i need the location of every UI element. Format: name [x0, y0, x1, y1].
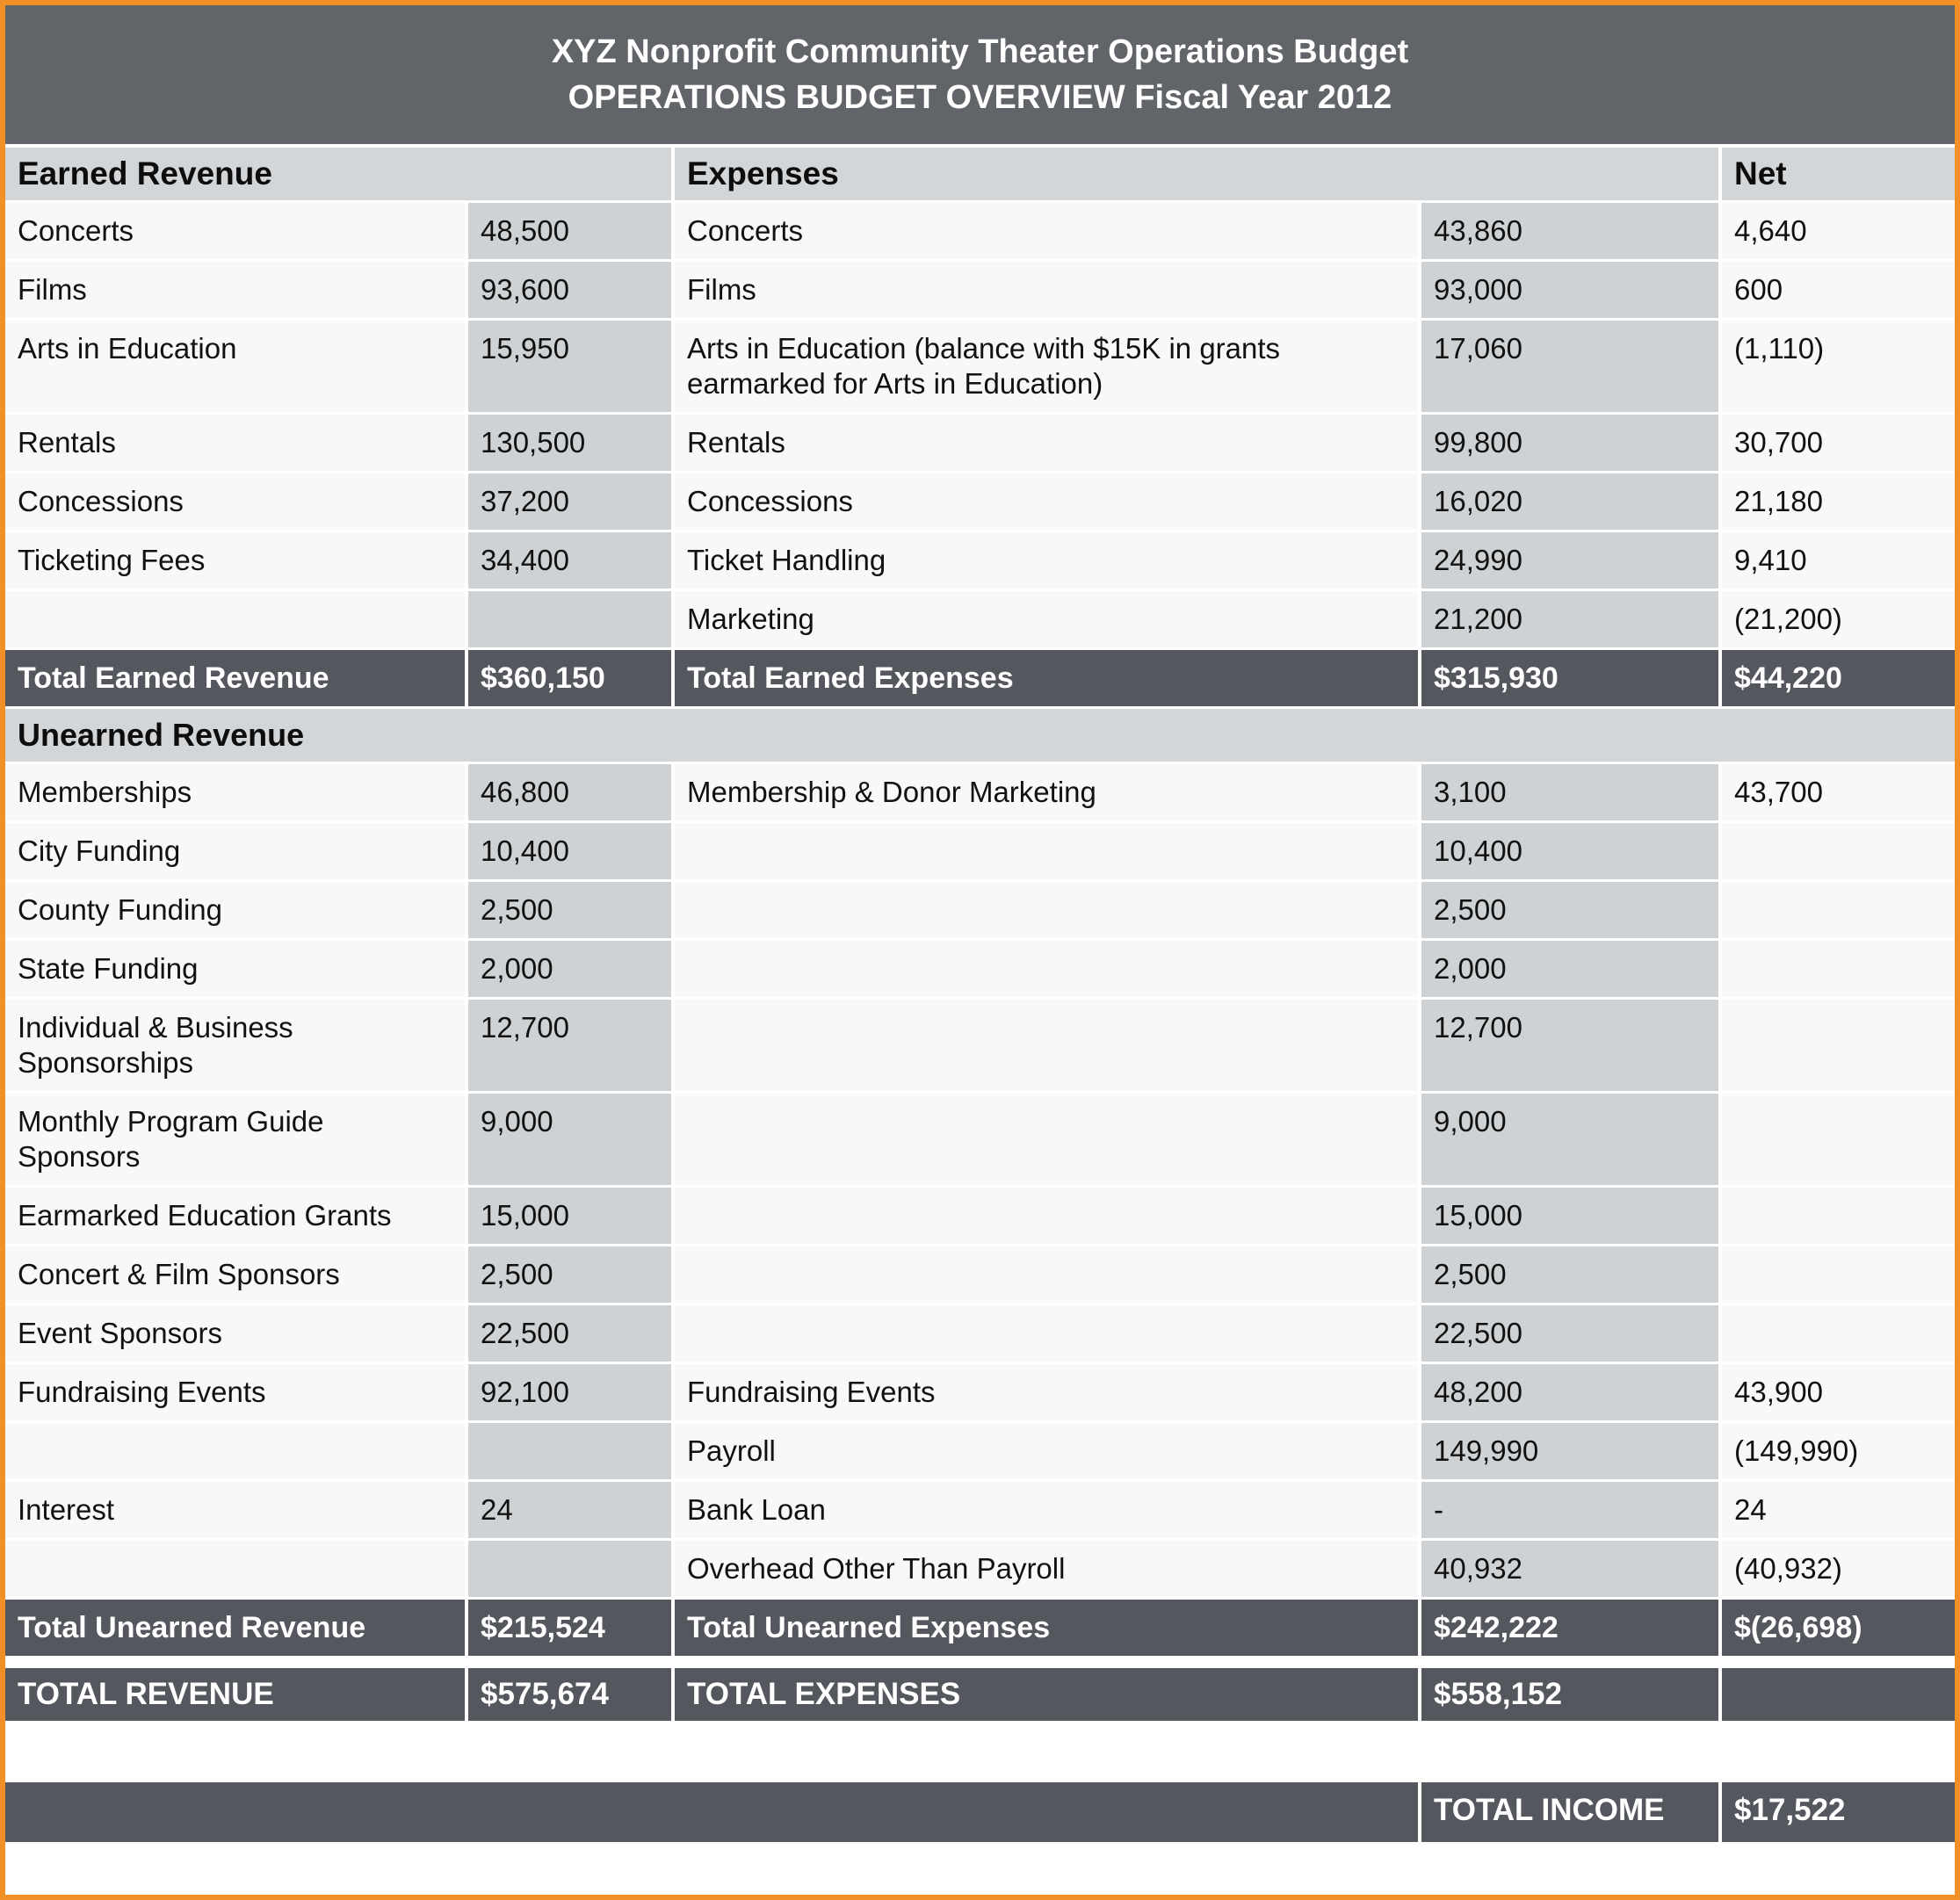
expense-value-cell: 2,000: [1421, 941, 1718, 997]
total-income-value-cell: $17,522: [1722, 1782, 1955, 1842]
net-value-cell: (21,200): [1722, 591, 1955, 647]
expense-value-cell: 10,400: [1421, 823, 1718, 879]
net-value-cell: [1722, 1305, 1955, 1362]
grand-total-row: [5, 1668, 1955, 1721]
expense-label-cell: Rentals: [675, 415, 1418, 471]
revenue-value-cell: 93,600: [468, 262, 671, 318]
expense-label-cell: Marketing: [675, 591, 1418, 647]
document-title-line-1: XYZ Nonprofit Community Theater Operations Budget: [551, 33, 1409, 70]
revenue-value-cell: 24: [468, 1482, 671, 1538]
budget-row: [5, 1305, 1955, 1362]
budget-row: [5, 764, 1955, 820]
budget-row: [5, 1541, 1955, 1597]
revenue-value-cell: 12,700: [468, 1000, 671, 1091]
expense-label-cell: [675, 1246, 1418, 1303]
expense-value-cell: 17,060: [1421, 321, 1718, 412]
revenue-label-cell: Monthly Program Guide Sponsors: [5, 1094, 465, 1185]
budget-row: [5, 1094, 1955, 1185]
net-value-cell: 4,640: [1722, 203, 1955, 259]
revenue-label-cell: Concessions: [5, 473, 465, 530]
total-expense-label-cell: Total Earned Expenses: [675, 650, 1418, 706]
total-expense-value-cell: $242,222: [1421, 1600, 1718, 1656]
revenue-label-cell: Rentals: [5, 415, 465, 471]
revenue-label-cell: Interest: [5, 1482, 465, 1538]
section-header-label: Unearned Revenue: [5, 709, 1955, 762]
revenue-label-cell: Memberships: [5, 764, 465, 820]
grand-total-revenue-label-cell: TOTAL REVENUE: [5, 1668, 465, 1721]
revenue-label-cell: [5, 1541, 465, 1597]
expense-value-cell: 21,200: [1421, 591, 1718, 647]
budget-table: [5, 148, 1955, 1842]
expense-label-cell: Ticket Handling: [675, 532, 1418, 589]
total-expense-value-cell: $315,930: [1421, 650, 1718, 706]
expense-value-cell: 9,000: [1421, 1094, 1718, 1185]
income-row-filler: [5, 1782, 1418, 1842]
expense-value-cell: -: [1421, 1482, 1718, 1538]
expense-value-cell: 149,990: [1421, 1423, 1718, 1479]
net-value-cell: 43,700: [1722, 764, 1955, 820]
net-value-cell: [1722, 882, 1955, 938]
expense-value-cell: 15,000: [1421, 1188, 1718, 1244]
net-value-cell: 30,700: [1722, 415, 1955, 471]
total-income-label-cell: TOTAL INCOME: [1421, 1782, 1718, 1842]
expense-label-cell: Bank Loan: [675, 1482, 1418, 1538]
revenue-value-cell: [468, 591, 671, 647]
expense-label-cell: Payroll: [675, 1423, 1418, 1479]
expense-label-cell: [675, 1188, 1418, 1244]
revenue-value-cell: 92,100: [468, 1364, 671, 1420]
expense-label-cell: Arts in Education (balance with $15K in grants earmarked for Arts in Education): [675, 321, 1418, 412]
revenue-value-cell: 2,500: [468, 1246, 671, 1303]
net-empty-cell: [1722, 1668, 1955, 1721]
expense-label-cell: [675, 823, 1418, 879]
budget-row: [5, 473, 1955, 530]
total-net-cell: $(26,698): [1722, 1600, 1955, 1656]
budget-row: [5, 823, 1955, 879]
net-value-cell: 24: [1722, 1482, 1955, 1538]
revenue-label-cell: [5, 591, 465, 647]
budget-row: [5, 1188, 1955, 1244]
expense-label-cell: [675, 882, 1418, 938]
revenue-value-cell: 48,500: [468, 203, 671, 259]
budget-row: [5, 1000, 1955, 1091]
revenue-label-cell: Event Sponsors: [5, 1305, 465, 1362]
budget-row: [5, 1482, 1955, 1538]
net-value-cell: (1,110): [1722, 321, 1955, 412]
spacer-row: [5, 1658, 1955, 1665]
expense-label-cell: Fundraising Events: [675, 1364, 1418, 1420]
expense-value-cell: 24,990: [1421, 532, 1718, 589]
document-header: [5, 5, 1955, 144]
net-value-cell: [1722, 1246, 1955, 1303]
column-header-net: Net: [1722, 148, 1955, 200]
total-value-cell: $360,150: [468, 650, 671, 706]
grand-total-revenue-value-cell: $575,674: [468, 1668, 671, 1721]
budget-row: [5, 415, 1955, 471]
grand-total-expense-label-cell: TOTAL EXPENSES: [675, 1668, 1418, 1721]
spacer-row: [5, 1723, 1955, 1780]
expense-value-cell: 2,500: [1421, 1246, 1718, 1303]
net-value-cell: [1722, 823, 1955, 879]
expense-label-cell: Concessions: [675, 473, 1418, 530]
net-value-cell: [1722, 941, 1955, 997]
revenue-value-cell: 10,400: [468, 823, 671, 879]
budget-row: [5, 1364, 1955, 1420]
budget-row: [5, 941, 1955, 997]
expense-value-cell: 3,100: [1421, 764, 1718, 820]
revenue-label-cell: [5, 1423, 465, 1479]
net-value-cell: 43,900: [1722, 1364, 1955, 1420]
expense-value-cell: 22,500: [1421, 1305, 1718, 1362]
budget-row: [5, 1423, 1955, 1479]
expense-label-cell: Overhead Other Than Payroll: [675, 1541, 1418, 1597]
total-row: [5, 650, 1955, 706]
budget-row: [5, 591, 1955, 647]
budget-row: [5, 882, 1955, 938]
revenue-value-cell: 130,500: [468, 415, 671, 471]
expense-value-cell: 12,700: [1421, 1000, 1718, 1091]
total-row: [5, 1600, 1955, 1656]
net-value-cell: [1722, 1094, 1955, 1185]
revenue-label-cell: County Funding: [5, 882, 465, 938]
revenue-label-cell: Concert & Film Sponsors: [5, 1246, 465, 1303]
column-header-earned-revenue: Earned Revenue: [5, 148, 671, 200]
revenue-value-cell: 34,400: [468, 532, 671, 589]
expense-value-cell: 99,800: [1421, 415, 1718, 471]
revenue-label-cell: Films: [5, 262, 465, 318]
revenue-value-cell: 15,000: [468, 1188, 671, 1244]
total-net-cell: $44,220: [1722, 650, 1955, 706]
expense-label-cell: Films: [675, 262, 1418, 318]
revenue-label-cell: Arts in Education: [5, 321, 465, 412]
column-header-expenses: Expenses: [675, 148, 1718, 200]
revenue-label-cell: Concerts: [5, 203, 465, 259]
expense-value-cell: 16,020: [1421, 473, 1718, 530]
expense-label-cell: [675, 1000, 1418, 1091]
expense-label-cell: Concerts: [675, 203, 1418, 259]
revenue-value-cell: 2,500: [468, 882, 671, 938]
total-value-cell: $215,524: [468, 1600, 671, 1656]
net-value-cell: (40,932): [1722, 1541, 1955, 1597]
total-label-cell: Total Earned Revenue: [5, 650, 465, 706]
column-header-row: [5, 148, 1955, 200]
expense-value-cell: 2,500: [1421, 882, 1718, 938]
revenue-label-cell: State Funding: [5, 941, 465, 997]
net-value-cell: 21,180: [1722, 473, 1955, 530]
net-value-cell: [1722, 1000, 1955, 1091]
expense-value-cell: 40,932: [1421, 1541, 1718, 1597]
revenue-label-cell: Earmarked Education Grants: [5, 1188, 465, 1244]
expense-label-cell: [675, 1094, 1418, 1185]
revenue-value-cell: 46,800: [468, 764, 671, 820]
grand-total-expense-value-cell: $558,152: [1421, 1668, 1718, 1721]
expense-label-cell: [675, 1305, 1418, 1362]
expense-value-cell: 43,860: [1421, 203, 1718, 259]
document-title-line-2: OPERATIONS BUDGET OVERVIEW Fiscal Year 2012: [568, 79, 1392, 116]
budget-row: [5, 321, 1955, 412]
net-value-cell: (149,990): [1722, 1423, 1955, 1479]
revenue-value-cell: 22,500: [468, 1305, 671, 1362]
revenue-value-cell: 15,950: [468, 321, 671, 412]
total-label-cell: Total Unearned Revenue: [5, 1600, 465, 1656]
revenue-value-cell: 9,000: [468, 1094, 671, 1185]
revenue-value-cell: [468, 1541, 671, 1597]
total-income-row: [5, 1782, 1955, 1842]
budget-row: [5, 262, 1955, 318]
net-value-cell: [1722, 1188, 1955, 1244]
revenue-value-cell: 37,200: [468, 473, 671, 530]
budget-row: [5, 203, 1955, 259]
net-value-cell: 9,410: [1722, 532, 1955, 589]
section-header-row: [5, 709, 1955, 762]
revenue-label-cell: Individual & Business Sponsorships: [5, 1000, 465, 1091]
expense-value-cell: 93,000: [1421, 262, 1718, 318]
total-expense-label-cell: Total Unearned Expenses: [675, 1600, 1418, 1656]
revenue-value-cell: [468, 1423, 671, 1479]
revenue-label-cell: City Funding: [5, 823, 465, 879]
budget-row: [5, 532, 1955, 589]
budget-row: [5, 1246, 1955, 1303]
revenue-label-cell: Fundraising Events: [5, 1364, 465, 1420]
expense-value-cell: 48,200: [1421, 1364, 1718, 1420]
expense-label-cell: [675, 941, 1418, 997]
revenue-value-cell: 2,000: [468, 941, 671, 997]
expense-label-cell: Membership & Donor Marketing: [675, 764, 1418, 820]
revenue-label-cell: Ticketing Fees: [5, 532, 465, 589]
net-value-cell: 600: [1722, 262, 1955, 318]
